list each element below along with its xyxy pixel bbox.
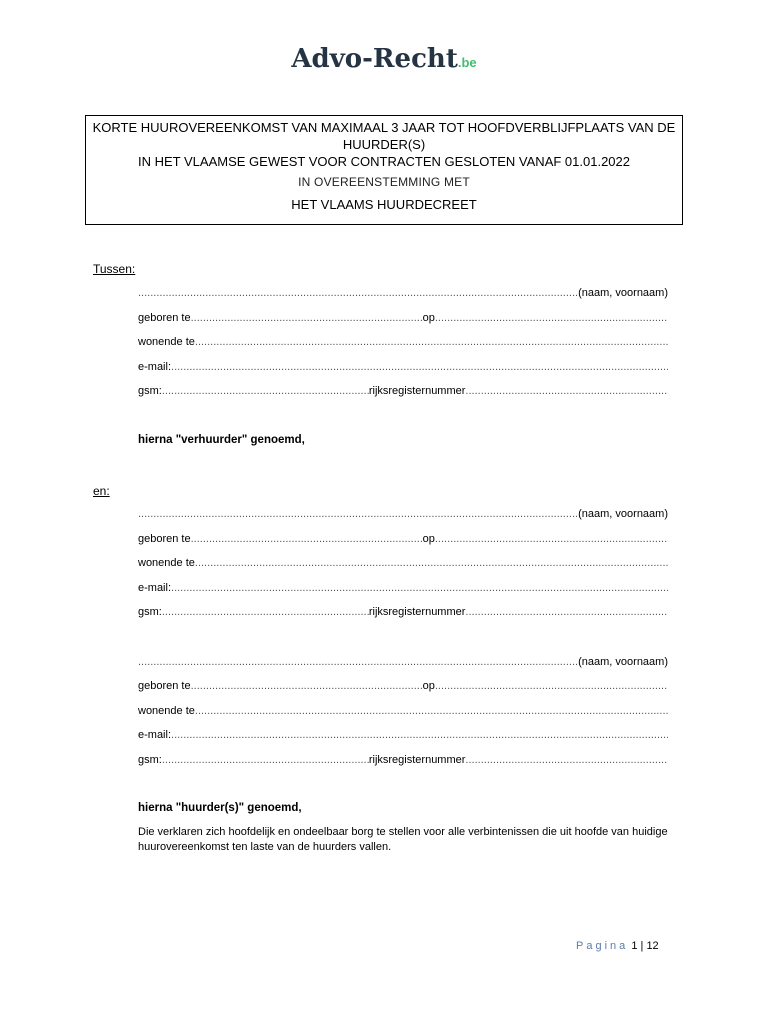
field-email-huurder-1[interactable] <box>138 580 668 596</box>
field-wonende-verhuurder[interactable] <box>138 334 668 350</box>
field-geboren-huurder-1[interactable] <box>138 531 668 547</box>
email-label: e-mail: <box>138 361 172 373</box>
fill-line <box>465 752 668 768</box>
fill-line <box>195 555 668 571</box>
field-naam-huurder-2[interactable] <box>138 654 668 670</box>
field-email-verhuurder[interactable] <box>138 359 668 375</box>
wonende-label: wonende te <box>138 557 195 569</box>
logo-name: Advo-Recht <box>291 44 458 74</box>
fill-line <box>195 703 668 719</box>
fill-line <box>171 727 668 743</box>
wonende-label: wonende te <box>138 336 195 348</box>
field-wonende-huurder-1[interactable] <box>138 555 668 571</box>
title-line-2: IN HET VLAAMSE GEWEST VOOR CONTRACTEN GESLOTEN VANAF 01.01.2022 <box>138 154 630 169</box>
field-naam-verhuurder[interactable] <box>138 285 668 301</box>
fill-line <box>162 383 369 399</box>
op-label: op <box>422 312 435 324</box>
fill-line <box>191 310 423 326</box>
wonende-label: wonende te <box>138 705 195 717</box>
naam-label: (naam, voornaam) <box>578 656 668 668</box>
verhuurder-note: hierna "verhuurder" genoemd, <box>138 434 305 446</box>
geboren-label: geboren te <box>138 312 191 324</box>
gsm-label: gsm: <box>138 606 162 618</box>
gsm-label: gsm: <box>138 754 162 766</box>
email-label: e-mail: <box>138 729 172 741</box>
geboren-label: geboren te <box>138 680 191 692</box>
field-naam-huurder-1[interactable] <box>138 506 668 522</box>
rijks-label: rijksregisternummer <box>368 606 466 618</box>
rijks-label: rijksregisternummer <box>368 754 466 766</box>
rijks-label: rijksregisternummer <box>368 385 466 397</box>
title-line-1: KORTE HUUROVEREENKOMST VAN MAXIMAAL 3 JAAR TOT HOOFDVERBLIJFPLAATS VAN DE HUURDER(S) <box>92 120 676 152</box>
fill-line <box>191 531 423 547</box>
fill-line <box>465 383 668 399</box>
pagina-label: Pagina <box>576 940 629 952</box>
field-wonende-huurder-2[interactable] <box>138 703 668 719</box>
fill-line <box>435 310 668 326</box>
fill-line <box>171 580 668 596</box>
field-gsm-huurder-2[interactable] <box>138 752 668 768</box>
fill-line <box>138 654 578 670</box>
naam-label: (naam, voornaam) <box>578 287 668 299</box>
fill-line <box>138 506 578 522</box>
field-email-huurder-2[interactable] <box>138 727 668 743</box>
fill-line <box>435 678 668 694</box>
naam-label: (naam, voornaam) <box>578 508 668 520</box>
fill-line <box>435 531 668 547</box>
title-line-4: HET VLAAMS HUURDECREET <box>291 197 477 212</box>
email-label: e-mail: <box>138 582 172 594</box>
fill-line <box>171 359 668 375</box>
logo <box>0 44 768 74</box>
page-separator: | <box>637 940 647 952</box>
field-gsm-huurder-1[interactable] <box>138 604 668 620</box>
field-gsm-verhuurder[interactable] <box>138 383 668 399</box>
borg-paragraph: Die verklaren zich hoofdelijk en ondeelbaar borg te stellen voor alle verbintenissen die uit hoofde van huidige huurovereenkomst ten laste van de huurders vallen. <box>138 826 668 853</box>
fill-line <box>195 334 668 350</box>
fill-line <box>162 752 369 768</box>
title-box <box>85 115 683 225</box>
section-tussen: Tussen: <box>93 262 136 276</box>
section-en: en: <box>93 484 110 498</box>
field-geboren-huurder-2[interactable] <box>138 678 668 694</box>
fill-line <box>138 285 578 301</box>
huurder-note: hierna "huurder(s)" genoemd, <box>138 802 302 814</box>
op-label: op <box>422 533 435 545</box>
geboren-label: geboren te <box>138 533 191 545</box>
gsm-label: gsm: <box>138 385 162 397</box>
op-label: op <box>422 680 435 692</box>
field-geboren-verhuurder[interactable] <box>138 310 668 326</box>
fill-line <box>162 604 369 620</box>
fill-line <box>191 678 423 694</box>
page-current: 1 <box>631 940 638 952</box>
logo-tld: .be <box>457 55 477 70</box>
fill-line <box>465 604 668 620</box>
title-line-3: IN OVEREENSTEMMING MET <box>298 175 470 189</box>
page-footer <box>576 940 659 952</box>
page-total: 12 <box>646 940 659 952</box>
